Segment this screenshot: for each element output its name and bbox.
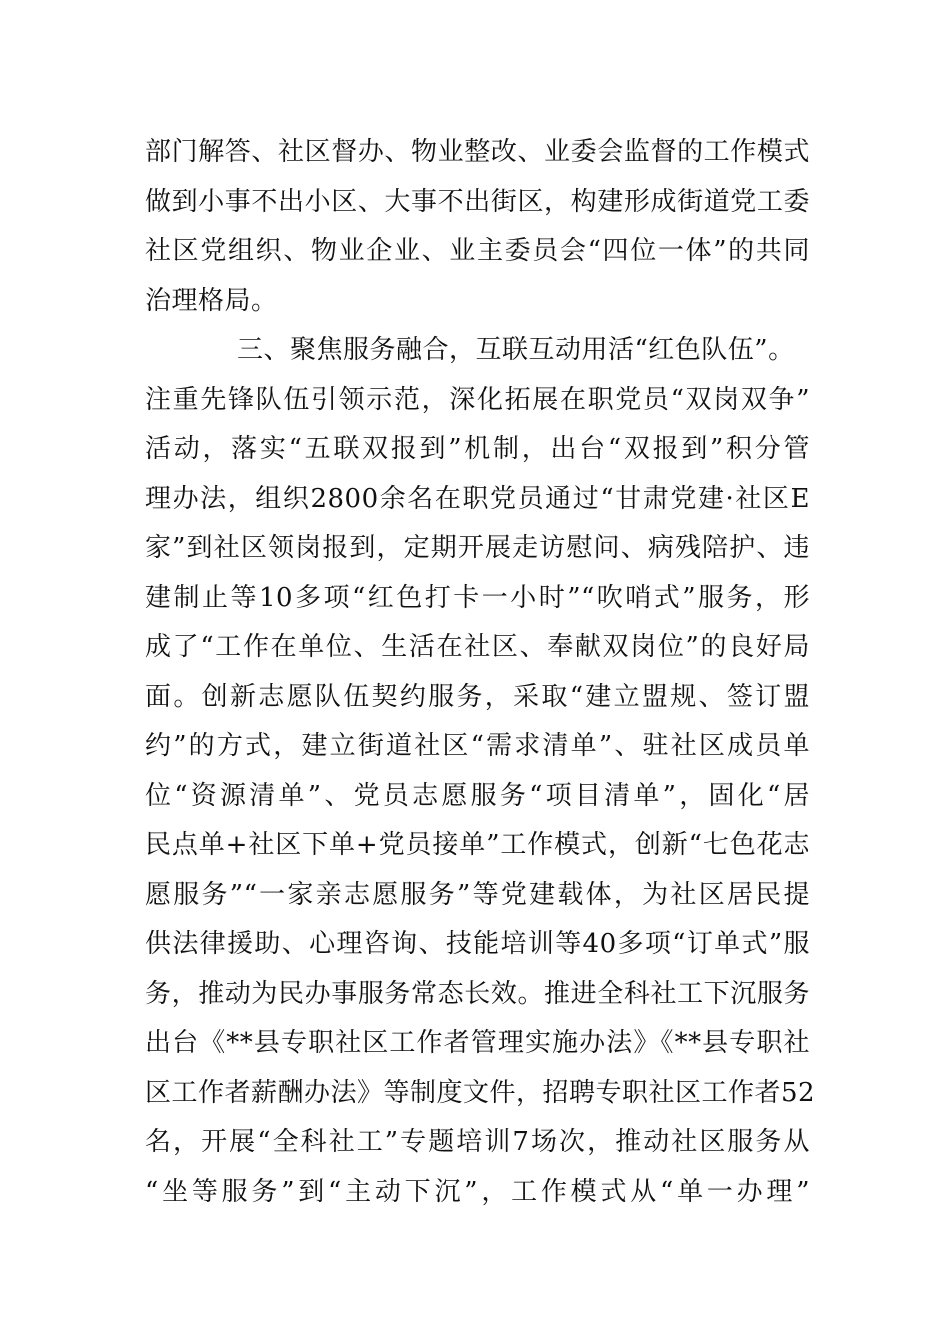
text-line: 民点单+社区下单+党员接单”工作模式，创新“七色花志 bbox=[145, 830, 810, 860]
text-line: 社区党组织、物业企业、业主委员会“四位一体”的共同 bbox=[145, 236, 810, 266]
section-heading: 三、聚焦服务融合，互联互动用活“红色队伍”。 bbox=[237, 335, 795, 365]
text-line: “坐等服务”到“主动下沉”，工作模式从“单一办理” bbox=[145, 1176, 810, 1207]
text-line: 出台《**县专职社区工作者管理实施办法》《**县专职社 bbox=[145, 1028, 810, 1058]
body-text bbox=[145, 128, 816, 1217]
text-line: 活动，落实“五联双报到”机制，出台“双报到”积分管 bbox=[145, 434, 810, 464]
text-line: 供法律援助、心理咨询、技能培训等40多项“订单式”服 bbox=[145, 929, 810, 959]
text-line: 约”的方式，建立街道社区“需求清单”、驻社区成员单 bbox=[145, 731, 810, 761]
text-line: 建制止等10多项“红色打卡一小时”“吹哨式”服务，形 bbox=[145, 582, 810, 613]
text-line: 务，推动为民办事服务常态长效。推进全科社工下沉服务 bbox=[145, 978, 810, 1009]
text-line: 家”到社区领岗报到，定期开展走访慰问、病残陪护、违 bbox=[145, 533, 810, 563]
text-line: 治理格局。 bbox=[145, 285, 278, 316]
text-line: 部门解答、社区督办、物业整改、业委会监督的工作模式 bbox=[145, 137, 810, 167]
text-line: 成了“工作在单位、生活在社区、奉献双岗位”的良好局 bbox=[145, 632, 810, 662]
text-line: 理办法，组织2800余名在职党员通过“甘肃党建·社区E bbox=[145, 483, 810, 514]
text-line: 区工作者薪酬办法》等制度文件，招聘专职社区工作者52 bbox=[145, 1077, 816, 1108]
text-line: 做到小事不出小区、大事不出街区，构建形成街道党工委 bbox=[145, 186, 810, 217]
text-line: 愿服务”“一家亲志愿服务”等党建载体，为社区居民提 bbox=[145, 879, 810, 910]
text-line: 注重先锋队伍引领示范，深化拓展在职党员“双岗双争” bbox=[145, 384, 810, 415]
text-line: 面。创新志愿队伍契约服务，采取“建立盟规、签订盟 bbox=[145, 681, 810, 712]
text-line: 位“资源清单”、党员志愿服务“项目清单”，固化“居 bbox=[145, 780, 810, 811]
text-line: 名，开展“全科社工”专题培训7场次，推动社区服务从 bbox=[145, 1127, 810, 1157]
